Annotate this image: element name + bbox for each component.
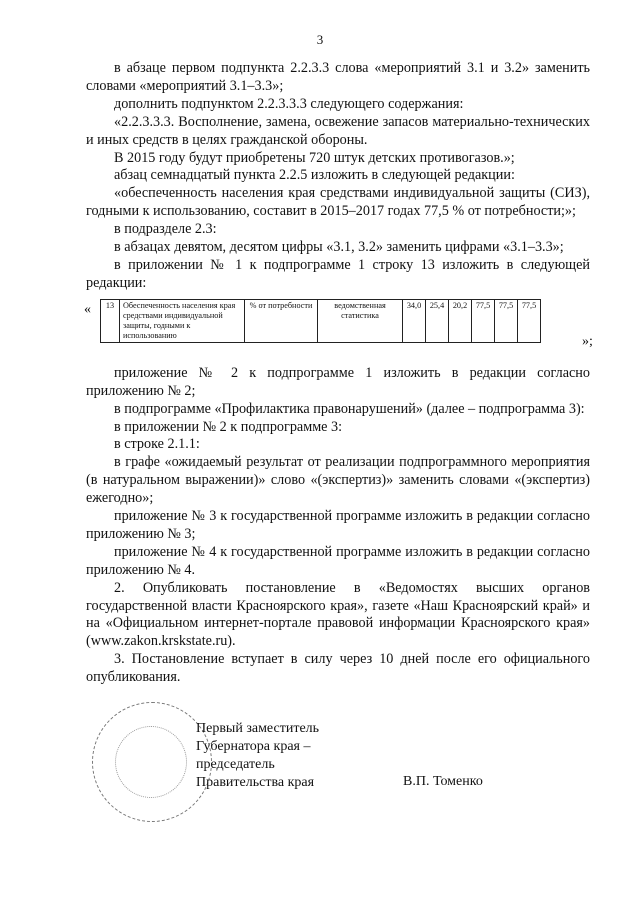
paragraph-12: в приложении № 2 к подпрограмме 3: xyxy=(114,418,343,435)
value-cell: 77,5 xyxy=(518,299,541,342)
table-row xyxy=(101,299,541,342)
signatory-name: В.П. Томенко xyxy=(403,774,483,789)
indicator-source: ведомственная статистика xyxy=(318,299,403,342)
signatory-line-2: Губернатора края – xyxy=(196,738,311,754)
value-cell: 77,5 xyxy=(495,299,518,342)
page-number: 3 xyxy=(316,32,324,47)
document-body xyxy=(84,60,593,687)
value-cell: 34,0 xyxy=(403,299,426,342)
paragraph-1: в абзаце первом подпункта 2.2.3.3 слова «мероприятий 3.1 и 3.2» заменить словами «мероприятий 3.1–3.3»; xyxy=(86,60,590,94)
paragraph-6: «обеспеченность населения края средствами индивидуальной защиты (СИЗ), годными к использованию, составит в 2015–2017 годах 77,5 % от потребности;»; xyxy=(86,185,590,220)
paragraph-9: в приложении № 1 к подпрограмме 1 строку 13 изложить в следующей редакции: xyxy=(86,256,590,291)
paragraph-14: в графе «ожидаемый результат от реализации подпрограммного мероприятия (в натуральном выражении)» слово «(экспертиз)» заменить словами «(экспертиз) ежегодно»; xyxy=(86,454,590,507)
official-seal-inner xyxy=(115,726,187,798)
indicator-table xyxy=(100,299,541,343)
table-row-13-block xyxy=(84,299,593,357)
paragraph-4: В 2015 году будут приобретены 720 штук детских противогазов.»; xyxy=(114,149,515,166)
paragraph-18: 3. Постановление вступает в силу через 10 дней после его официального опубликования. xyxy=(86,651,590,686)
signatory-line-4: Правительства края xyxy=(196,774,315,790)
signatory-title xyxy=(196,720,319,792)
indicator-unit: % от потребности xyxy=(245,299,318,342)
signatory-line-1: Первый заместитель xyxy=(196,721,320,736)
paragraph-7: в подразделе 2.3: xyxy=(114,221,217,238)
paragraph-13: в строке 2.1.1: xyxy=(114,436,200,453)
row-number: 13 xyxy=(101,299,120,342)
paragraph-2: дополнить подпунктом 2.2.3.3.3 следующего содержания: xyxy=(114,95,464,112)
paragraph-10: приложение № 2 к подпрограмме 1 изложить в редакции согласно приложению № 2; xyxy=(86,364,590,399)
value-cell: 20,2 xyxy=(449,299,472,342)
value-cell: 77,5 xyxy=(472,299,495,342)
paragraph-16: приложение № 4 к государственной программе изложить в редакции согласно приложению № 4. xyxy=(86,543,590,578)
paragraph-17: 2. Опубликовать постановление в «Ведомостях высших органов государственной власти Красноярского края», газете «Наш Красноярский край» и на «Официальном интернет-портале правовой информации Красноярского края» (www.zakon.krskstate.ru). xyxy=(86,579,590,650)
paragraph-8: в абзацах девятом, десятом цифры «3.1, 3.2» заменить цифрами «3.1–3.3»; xyxy=(114,239,564,256)
paragraph-3: «2.2.3.3.3. Восполнение, замена, освежение запасов материально-технических и иных средств в целях гражданской обороны. xyxy=(86,113,590,148)
close-quote: »; xyxy=(582,333,593,349)
indicator-name: Обеспеченность населения края средствами индивидуальной защиты, годными к использованию xyxy=(120,299,245,342)
signatory-line-3: председатель xyxy=(196,756,275,772)
paragraph-15: приложение № 3 к государственной программе изложить в редакции согласно приложению № 3; xyxy=(86,508,590,542)
open-quote: « xyxy=(84,301,91,317)
paragraph-5: абзац семнадцатый пункта 2.2.5 изложить в следующей редакции: xyxy=(114,167,515,184)
paragraph-11: в подпрограмме «Профилактика правонарушений» (далее – подпрограмма 3): xyxy=(114,400,585,417)
value-cell: 25,4 xyxy=(426,299,449,342)
